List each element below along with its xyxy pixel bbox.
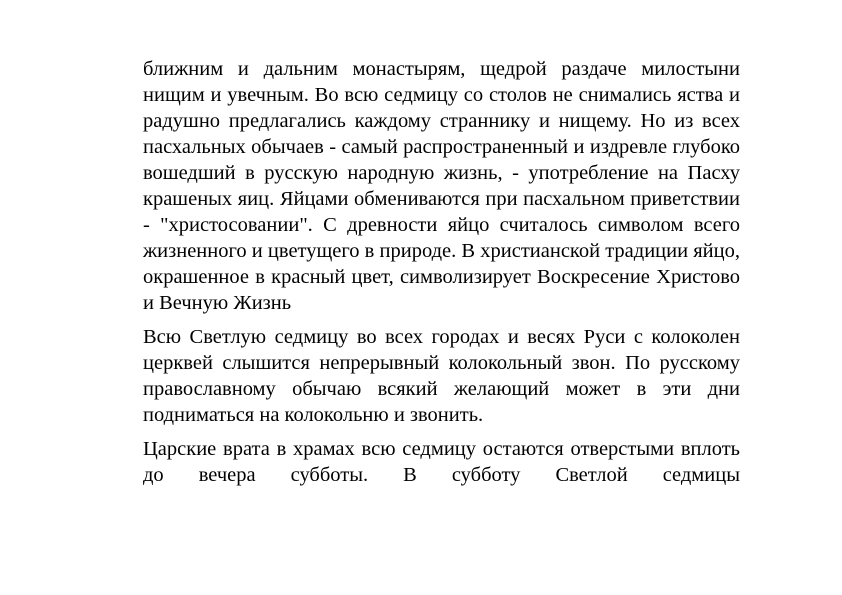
paragraph-easter-customs: ближним и дальним монастырям, щедрой раздаче милостыни нищим и увечным. Во всю седмицу со столов не снимались яства и радушно предлагались каждому страннику и нищему. Но из всех пасхальных обычаев - самый распространенный и издревле глубоко вошедший в русскую народную жизнь, - употребление на Пасху крашеных яиц. Яйцами обмениваются при пасхальном приветствии - "христосовании". С древности яйцо считалось символом всего жизненного и цветущего в природе. В христианской традиции яйцо, окрашенное в красный цвет, символизирует Воскресение Христово и Вечную Жизнь bbox=[143, 58, 740, 314]
paragraph-bell-ringing: Всю Светлую седмицу во всех городах и весях Руси с колоколен церквей слышится непрерывный колокольный звон. По русскому православному обычаю всякий желающий может в эти дни подниматься на колокольню и звонить. bbox=[143, 326, 740, 426]
body-text bbox=[143, 56, 740, 488]
paragraph-royal-doors: Царские врата в храмах всю седмицу остаются отверстыми вплоть до вечера субботы. В субботу Светлой седмицы bbox=[143, 438, 740, 486]
